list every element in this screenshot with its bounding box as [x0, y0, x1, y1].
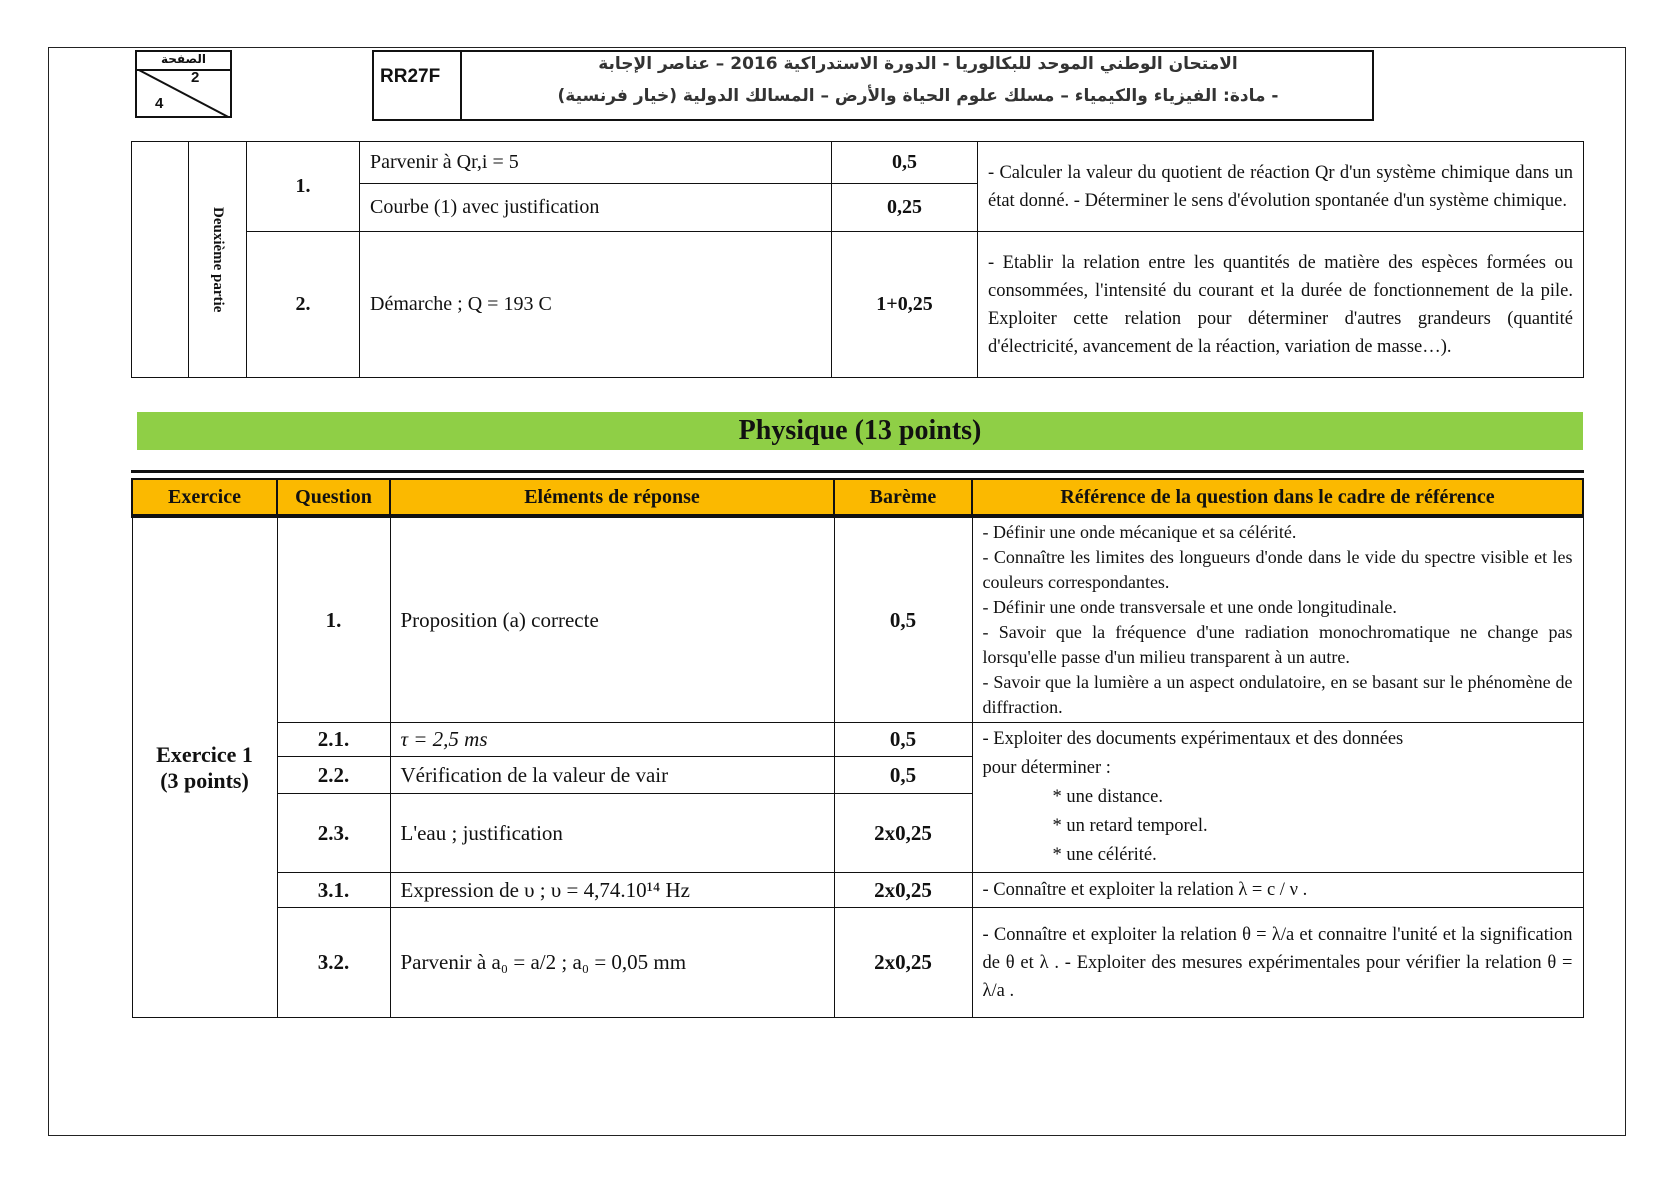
page-number-box — [135, 50, 232, 118]
chem-reference-2: - Etablir la relation entre les quantités de matière des espèces formées ou consommées, l'intensité du courant et la durée de fonctionnement de la pile. Exploiter cette relation pour déterminer d'autres grandeurs (quantité d'électricité, avancement de la réaction, variation de masse…). — [978, 232, 1584, 378]
col-header-exercice: Exercice — [132, 479, 277, 516]
phys-question-6: 3.2. — [277, 908, 390, 1018]
part-label: Deuxième partie — [210, 206, 226, 313]
page-label: الصفحة — [137, 52, 230, 71]
phys-bareme-5: 2x0,25 — [834, 873, 972, 908]
exercise-title: Exercice 1 — [156, 741, 253, 767]
ref1-line: - Connaître les limites des longueurs d'onde dans le vide du spectre visible et les couleurs correspondantes. — [982, 547, 1573, 592]
exam-title-line1: الامتحان الوطني الموحد للبكالوريا - الدورة الاستدراكية 2016 – عناصر الإجابة — [598, 54, 1238, 74]
chem-bareme-1: 0,5 — [832, 142, 978, 184]
ref2-item: * un retard temporel. — [1052, 816, 1208, 836]
phys-reference-2 — [972, 723, 1583, 873]
ref1-line: - Définir une onde mécanique et sa célérité. — [982, 522, 1297, 542]
exam-header — [372, 50, 1374, 121]
exam-title-line2: - مادة: الفيزياء والكيمياء – مسلك علوم الحياة والأرض – المسالك الدولية (خيار فرنسية) — [557, 86, 1279, 106]
ref2-item: * une célérité. — [1052, 845, 1157, 865]
exercise-points: (3 points) — [160, 767, 249, 793]
chem-question-1: 1. — [247, 142, 360, 232]
phys-question-4: 2.3. — [277, 794, 390, 873]
phys-element-5: Expression de υ ; υ = 4,74.10¹⁴ Hz — [390, 873, 834, 908]
chem-bareme-2: 0,25 — [832, 184, 978, 232]
phys-bareme-2: 0,5 — [834, 723, 972, 757]
exam-code: RR27F — [374, 52, 462, 119]
col-header-elements: Eléments de réponse — [390, 479, 834, 516]
part-label-cell — [189, 142, 247, 378]
chem-reference-1: - Calculer la valeur du quotient de réaction Qr d'un système chimique dans un état donné. - Déterminer le sens d'évolution spontanée d'un système chimique. — [978, 142, 1584, 232]
exercise-cell — [132, 516, 277, 1018]
phys-element-3: Vérification de la valeur de vair — [390, 757, 834, 794]
phys-question-5: 3.1. — [277, 873, 390, 908]
chem-element-2: Courbe (1) avec justification — [360, 184, 832, 232]
section-rule — [131, 470, 1584, 473]
page-total: 4 — [155, 95, 164, 112]
chem-element-1: Parvenir à Qr,i = 5 — [360, 142, 832, 184]
ref1-line: - Savoir que la fréquence d'une radiation monochromatique ne change pas lorsqu'elle passe d'un milieu transparent à un autre. — [982, 622, 1573, 667]
phys-bareme-1: 0,5 — [834, 516, 972, 723]
col-header-reference: Référence de la question dans le cadre de référence — [972, 479, 1583, 516]
physique-banner: Physique (13 points) — [137, 412, 1583, 450]
ref1-line: - Définir une onde transversale et une onde longitudinale. — [982, 597, 1397, 617]
phys-reference-4: - Connaître et exploiter la relation θ = λ/a et connaitre l'unité et la signification de θ et λ . - Exploiter des mesures expérimentales pour vérifier la relation θ = λ/a . — [972, 908, 1583, 1018]
phys-element-4: L'eau ; justification — [390, 794, 834, 873]
ref2-line1: - Exploiter des documents expérimentaux et des données — [982, 729, 1404, 749]
ref1-line: - Savoir que la lumière a un aspect ondulatoire, en se basant sur le phénomène de diffraction. — [982, 672, 1573, 717]
phys-bareme-6: 2x0,25 — [834, 908, 972, 1018]
phys-element-2: τ = 2,5 ms — [390, 723, 834, 757]
phys-element-1: Proposition (a) correcte — [390, 516, 834, 723]
phys-question-1: 1. — [277, 516, 390, 723]
phys-reference-1 — [972, 516, 1583, 723]
page-current: 2 — [191, 69, 200, 86]
chem-empty-cell — [132, 142, 189, 378]
ref2-item: * une distance. — [1052, 787, 1163, 807]
chem-bareme-3: 1+0,25 — [832, 232, 978, 378]
ref2-line2: pour déterminer : — [982, 758, 1111, 778]
phys-question-2: 2.1. — [277, 723, 390, 757]
chem-question-2: 2. — [247, 232, 360, 378]
col-header-bareme: Barème — [834, 479, 972, 516]
phys-question-3: 2.2. — [277, 757, 390, 794]
phys-reference-3: - Connaître et exploiter la relation λ = c / ν . — [972, 873, 1583, 908]
phys-element-6: Parvenir à a₀ = a/2 ; a₀ = 0,05 mm — [390, 908, 834, 1018]
phys-bareme-4: 2x0,25 — [834, 794, 972, 873]
chem-element-3: Démarche ; Q = 193 C — [360, 232, 832, 378]
physique-table — [131, 478, 1584, 1018]
col-header-question: Question — [277, 479, 390, 516]
page-divider-diagonal — [137, 69, 232, 118]
phys-bareme-3: 0,5 — [834, 757, 972, 794]
chemistry-table — [131, 141, 1584, 378]
